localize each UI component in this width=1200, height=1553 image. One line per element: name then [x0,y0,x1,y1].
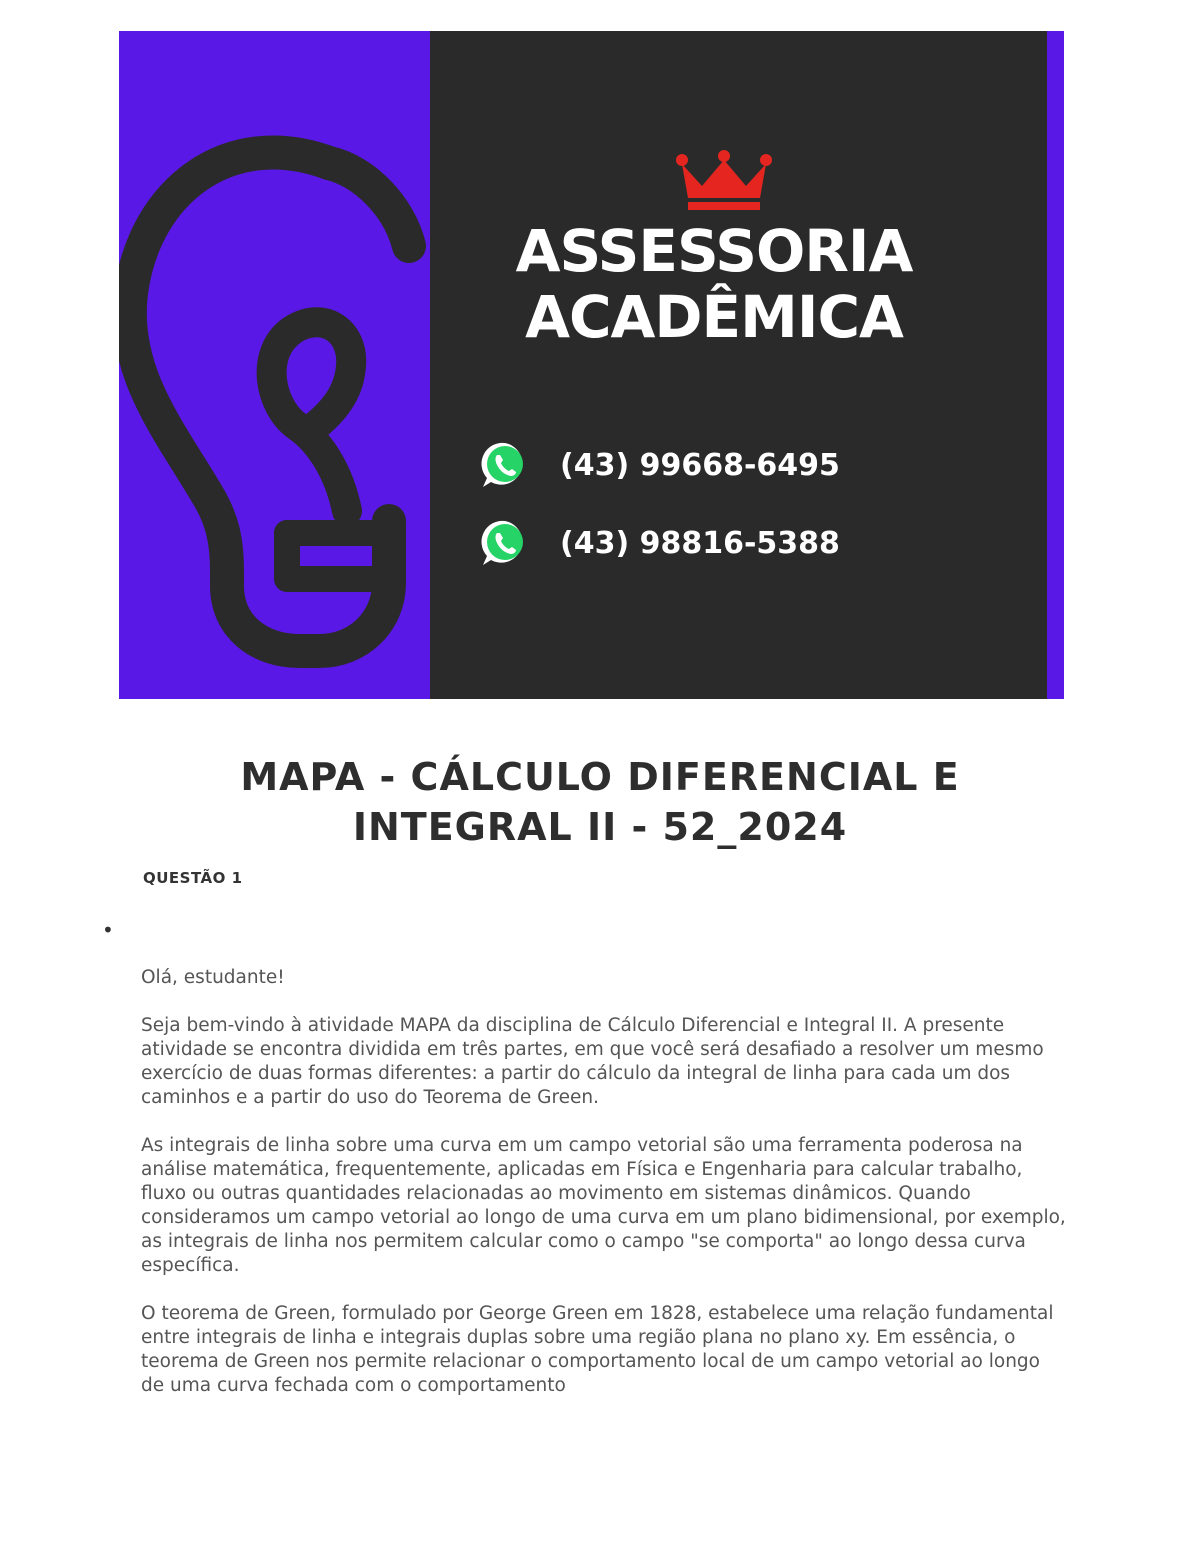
brand-line-1: ASSESSORIA [515,217,913,285]
brand-name [500,218,928,350]
lightbulb-icon [119,31,439,699]
document-title-line-1: MAPA - CÁLCULO DIFERENCIAL E [240,755,960,799]
phone-contact-1 [480,440,840,490]
paragraph-green-theorem: O teorema de Green, formulado por George Green em 1828, estabelece uma relação fundamental entre integrais de linha e integrais duplas sobre uma região plana no plano xy. Em essência, o teorema de Green nos permite relacionar o comportamento local de um campo vetorial ao longo de uma curva fechada com o comportamento [141,1303,1054,1396]
question-label: QUESTÃO 1 [143,869,243,887]
whatsapp-icon [480,518,530,568]
phone-contact-2 [480,518,840,568]
banner-image [119,31,1064,699]
list-bullet: • [102,918,114,942]
question-body [141,966,1066,1422]
phone-number-2: (43) 98816-5388 [560,525,840,561]
paragraph-greeting: Olá, estudante! [141,967,285,988]
document-title [120,752,1080,852]
banner-dark-panel [430,31,1047,699]
document-title-line-2: INTEGRAL II - 52_2024 [352,805,848,849]
whatsapp-icon [480,440,530,490]
paragraph-intro: Seja bem-vindo à atividade MAPA da disciplina de Cálculo Diferencial e Integral II. A presente atividade se encontra dividida em três partes, em que você será desafiado a resolver um mesmo exercício de duas formas diferentes: a partir do cálculo da integral de linha para cada um dos caminhos e a partir do uso do Teorema de Green. [141,1015,1044,1108]
paragraph-line-integrals: As integrais de linha sobre uma curva em um campo vetorial são uma ferramenta poderosa na análise matemática, frequentemente, aplicadas em Física e Engenharia para calcular trabalho, fluxo ou outras quantidades relacionadas ao movimento em sistemas dinâmicos. Quando consideramos um campo vetorial ao longo de uma curva em um plano bidimensional, por exemplo, as integrais de linha nos permitem calcular como o campo "se comporta" ao longo dessa curva específica. [141,1135,1066,1276]
brand-line-2: ACADÊMICA [525,283,903,351]
crown-icon [674,150,774,212]
phone-number-1: (43) 99668-6495 [560,447,840,483]
